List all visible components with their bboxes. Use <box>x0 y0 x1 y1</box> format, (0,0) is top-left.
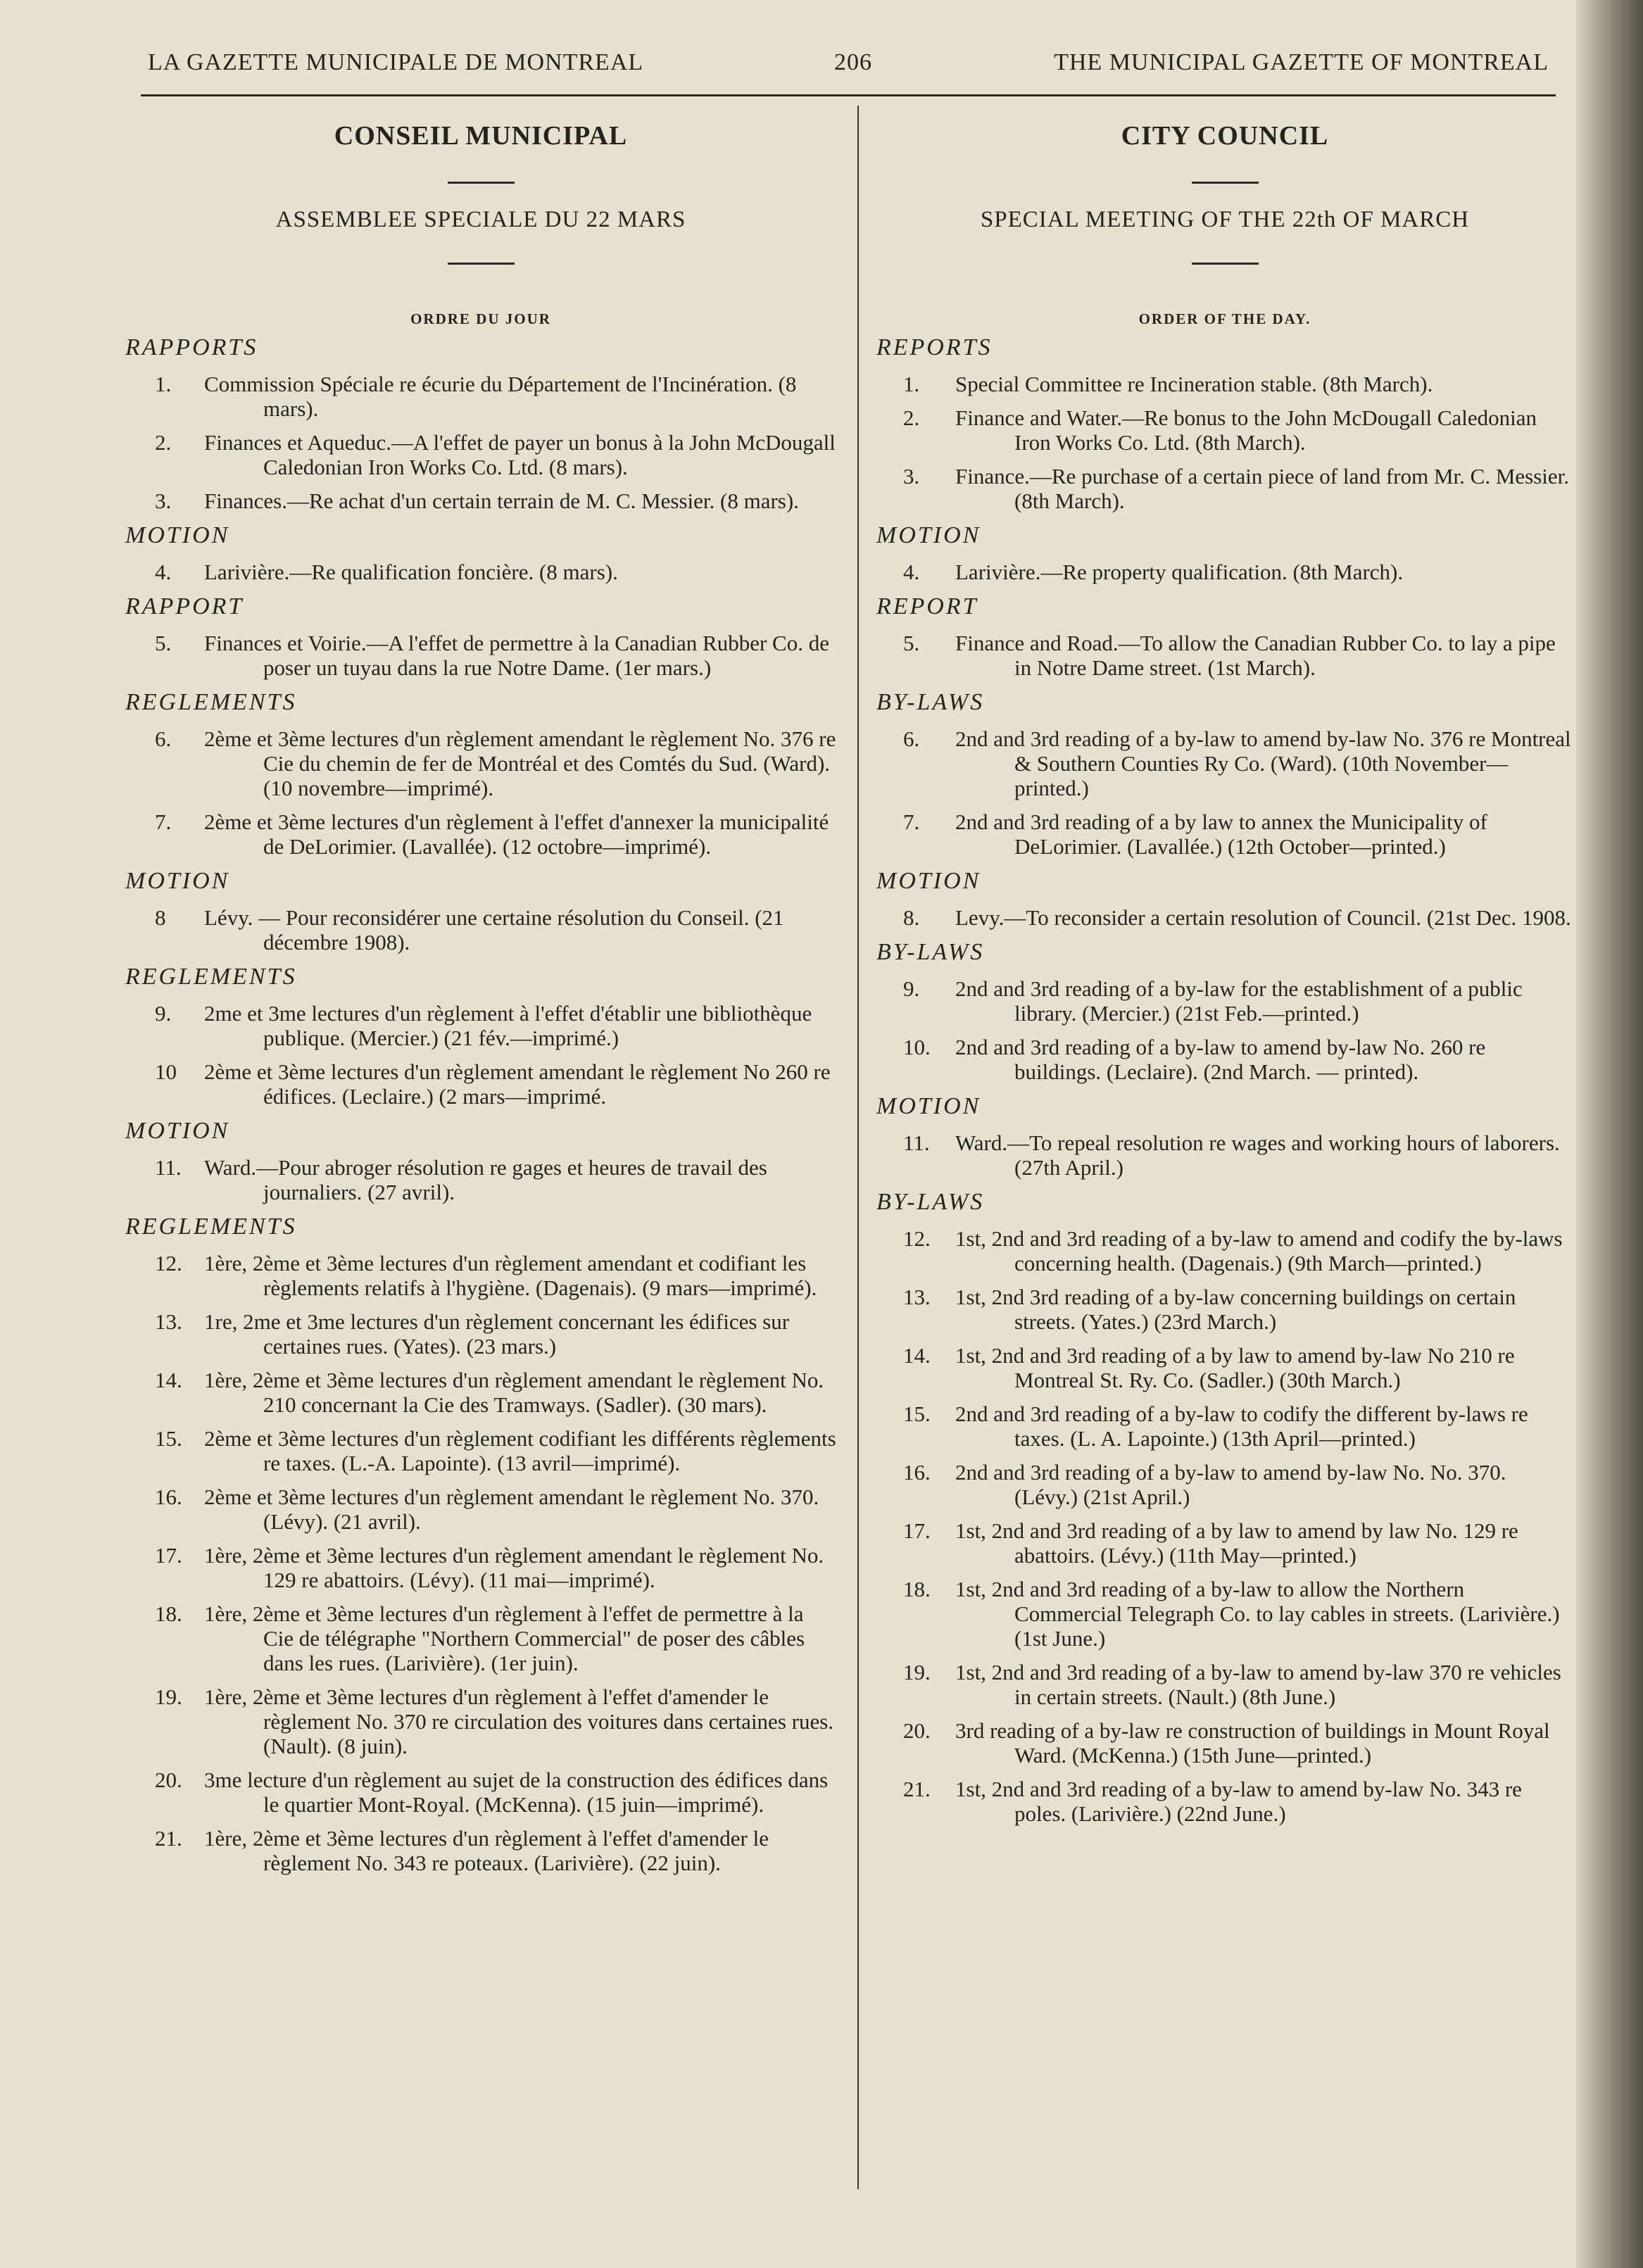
item-text: Finance.—Re purchase of a certain piece of land from Mr. C. Messier. (8th March). <box>955 464 1570 513</box>
section-heading: REGLEMENTS <box>125 964 297 990</box>
item-text: 1st, 2nd and 3rd reading of a by-law to amend by-law No. 343 re poles. (Larivière.) (22nd June.) <box>955 1777 1522 1826</box>
item-number: 12. <box>155 1251 182 1275</box>
agenda-item <box>876 976 1573 1026</box>
title-rule <box>448 182 515 184</box>
item-number: 18. <box>155 1601 182 1626</box>
agenda-item <box>125 631 836 680</box>
section-heading: BY-LAWS <box>876 689 985 715</box>
agenda-item <box>125 809 836 859</box>
item-number: 6. <box>903 726 920 751</box>
item-text: 1st, 2nd and 3rd reading of a by law to amend by-law No 210 re Montreal St. Ry. Co. (Sadler.) (30th March.) <box>955 1343 1515 1392</box>
item-text: 1st, 2nd and 3rd reading of a by law to amend by law No. 129 re abattoirs. (Lévy.) (11th May—printed.) <box>955 1518 1518 1568</box>
item-text: 1st, 2nd and 3rd reading of a by-law to allow the Northern Commercial Telegraph Co. to lay cables in streets. (Larivière.) (1st June.) <box>955 1577 1560 1651</box>
agenda-item <box>125 430 836 479</box>
agenda-item <box>876 726 1573 800</box>
agenda-item <box>125 1426 836 1475</box>
agenda-list <box>125 335 836 1875</box>
item-number: 2. <box>903 405 920 430</box>
section-heading: BY-LAWS <box>876 939 985 965</box>
agenda-item <box>876 464 1573 513</box>
item-text: 2nd and 3rd reading of a by-law to amend by-law No. 260 re buildings. (Leclaire). (2nd March. — printed). <box>955 1035 1486 1084</box>
item-text: 2nd and 3rd reading of a by-law to amend by-law No. No. 370. (Lévy.) (21st April.) <box>955 1460 1506 1509</box>
item-number: 17. <box>155 1543 182 1568</box>
item-text: Finances et Aqueduc.—A l'effet de payer un bonus à la John McDougall Caledonian Iron Works Co. Ltd. (8 mars). <box>204 430 836 479</box>
item-number: 1. <box>903 372 920 396</box>
section-heading: MOTION <box>125 1118 230 1144</box>
item-number: 11. <box>155 1155 182 1180</box>
page-number: 206 <box>834 49 872 75</box>
item-number: 1. <box>155 372 172 396</box>
item-number: 5. <box>903 631 920 655</box>
section-heading: MOTION <box>876 1093 981 1119</box>
item-number: 10. <box>903 1035 931 1059</box>
item-text: Levy.—To reconsider a certain resolution of Council. (21st Dec. 1908. <box>955 905 1571 930</box>
agenda-item <box>125 1485 836 1534</box>
item-text: Special Committee re Incineration stable. (8th March). <box>955 372 1433 396</box>
item-text: 2ème et 3ème lectures d'un règlement amendant le règlement No. 370. (Lévy). (21 avril). <box>204 1485 819 1534</box>
item-number: 12. <box>903 1226 931 1251</box>
section-heading: REPORT <box>876 593 978 619</box>
agenda-item <box>876 1518 1573 1568</box>
item-number: 19. <box>155 1684 182 1709</box>
item-number: 19. <box>903 1660 931 1684</box>
agenda-item <box>876 1660 1573 1709</box>
agenda-item <box>876 1226 1573 1275</box>
agenda-item <box>125 1543 836 1592</box>
item-text: Finance and Road.—To allow the Canadian Rubber Co. to lay a pipe in Notre Dame street. (1st March). <box>955 631 1556 680</box>
header-rule <box>141 94 1556 96</box>
agenda-item <box>876 1460 1573 1509</box>
item-number: 20. <box>903 1718 931 1743</box>
section-heading: RAPPORTS <box>125 334 258 360</box>
item-text: 2nd and 3rd reading of a by-law to amend by-law No. 376 re Montreal & Southern Counties Ry Co. (Ward). (10th November—printed.) <box>955 726 1571 800</box>
agenda-item <box>125 1001 836 1050</box>
item-text: 3me lecture d'un règlement au sujet de la construction des édifices dans le quartier Mont-Royal. (McKenna). (15 juin—imprimé). <box>204 1768 829 1817</box>
agenda-item <box>125 1059 836 1109</box>
agenda-item <box>125 1155 836 1204</box>
item-number: 13. <box>903 1285 931 1309</box>
item-text: 1ère, 2ème et 3ème lectures d'un règlement à l'effet de permettre à la Cie de télégraphe "Northern Commercial" de poser des câbles dans les rues. (Larivière). (1er juin). <box>204 1601 805 1675</box>
item-text: 2ème et 3ème lectures d'un règlement amendant le règlement No 260 re édifices. (Leclaire.) (2 mars—imprimé. <box>204 1059 831 1109</box>
english-column <box>876 120 1573 1835</box>
item-text: 2me et 3me lectures d'un règlement à l'effet d'établir une bibliothèque publique. (Mercier.) (21 fév.—imprimé.) <box>204 1001 812 1050</box>
section-heading: MOTION <box>876 522 981 548</box>
item-text: 2nd and 3rd reading of a by law to annex the Municipality of DeLorimier. (Lavallée.) (12th October—printed.) <box>955 809 1487 859</box>
item-number: 17. <box>903 1518 931 1543</box>
item-number: 4. <box>155 560 172 584</box>
agenda-item <box>876 905 1573 930</box>
item-text: 2nd and 3rd reading of a by-law to codify the different by-laws re taxes. (L. A. Lapointe.) (13th April—printed.) <box>955 1401 1528 1451</box>
agenda-item <box>876 1285 1573 1334</box>
section-heading: REPORTS <box>876 334 993 360</box>
agenda-item <box>876 372 1573 396</box>
item-text: Commission Spéciale re écurie du Département de l'Incinération. (8 mars). <box>204 372 797 421</box>
item-number: 9. <box>903 976 920 1001</box>
item-number: 16. <box>155 1485 182 1509</box>
column-subtitle: ASSEMBLEE SPECIALE DU 22 MARS <box>275 207 686 232</box>
order-heading: ORDER OF THE DAY. <box>1138 310 1311 327</box>
header-title-english: THE MUNICIPAL GAZETTE OF MONTREAL <box>1054 49 1549 75</box>
agenda-item <box>125 1309 836 1359</box>
item-text: 2nd and 3rd reading of a by-law for the establishment of a public library. (Mercier.) (21st Feb.—printed.) <box>955 976 1523 1026</box>
item-text: Lévy. — Pour reconsidérer une certaine résolution du Conseil. (21 décembre 1908). <box>204 905 784 955</box>
item-text: 1ère, 2ème et 3ème lectures d'un règlement amendant le règlement No. 129 re abattoirs. (Lévy). (11 mai—imprimé). <box>204 1543 824 1592</box>
title-rule <box>1192 182 1259 184</box>
item-text: 2ème et 3ème lectures d'un règlement amendant le règlement No. 376 re Cie du chemin de fer de Montréal et des Comtés du Sud. (Ward). (10 novembre—imprimé). <box>204 726 836 800</box>
item-text: 1st, 2nd 3rd reading of a by-law concerning buildings on certain streets. (Yates.) (23rd March.) <box>955 1285 1516 1334</box>
agenda-item <box>125 1251 836 1300</box>
agenda-item <box>125 1768 836 1817</box>
item-text: 1ère, 2ème et 3ème lectures d'un règlement amendant le règlement No. 210 concernant la Cie des Tramways. (Sadler). (30 mars). <box>204 1368 824 1417</box>
agenda-item <box>125 905 836 955</box>
item-text: Larivière.—Re qualification foncière. (8 mars). <box>204 560 618 584</box>
item-number: 15. <box>903 1401 931 1426</box>
section-heading: BY-LAWS <box>876 1189 985 1215</box>
agenda-item <box>125 1826 836 1875</box>
agenda-item <box>876 1718 1573 1768</box>
item-number: 10 <box>155 1059 177 1084</box>
subtitle-rule <box>448 263 515 265</box>
order-heading: ORDRE DU JOUR <box>410 310 551 327</box>
item-number: 6. <box>155 726 172 751</box>
agenda-item <box>876 405 1573 455</box>
item-text: 2ème et 3ème lectures d'un règlement à l'effet d'annexer la municipalité de DeLorimier. (Lavallée). (12 octobre—imprimé). <box>204 809 829 859</box>
header-title-french: LA GAZETTE MUNICIPALE DE MONTREAL <box>148 49 644 75</box>
item-text: 3rd reading of a by-law re construction of buildings in Mount Royal Ward. (McKenna.) (15th June—printed.) <box>955 1718 1550 1768</box>
section-heading: MOTION <box>876 868 981 894</box>
item-text: 1ère, 2ème et 3ème lectures d'un règlement amendant et codifiant les règlements relatifs à l'hygiène. (Dagenais). (9 mars—imprimé). <box>204 1251 817 1300</box>
item-number: 13. <box>155 1309 182 1334</box>
agenda-item <box>876 560 1573 584</box>
item-text: 1re, 2me et 3me lectures d'un règlement concernant les édifices sur certaines rues. (Yates). (23 mars.) <box>204 1309 790 1359</box>
item-text: Finances.—Re achat d'un certain terrain de M. C. Messier. (8 mars). <box>204 489 799 513</box>
section-heading: REGLEMENTS <box>125 1214 297 1240</box>
agenda-item <box>876 809 1573 859</box>
agenda-item <box>876 1130 1573 1180</box>
column-title: CITY COUNCIL <box>1121 121 1329 151</box>
column-title: CONSEIL MUNICIPAL <box>334 121 628 151</box>
agenda-item <box>125 372 836 421</box>
section-heading: MOTION <box>125 868 230 894</box>
page-edge-shadow <box>1576 0 1643 2268</box>
agenda-item <box>876 1401 1573 1451</box>
agenda-item <box>125 489 836 513</box>
item-number: 14. <box>155 1368 182 1392</box>
item-number: 8. <box>903 905 920 930</box>
agenda-item <box>125 560 836 584</box>
agenda-item <box>876 1343 1573 1392</box>
subtitle-rule <box>1192 263 1259 265</box>
item-text: 1ère, 2ème et 3ème lectures d'un règlement à l'effet d'amender le règlement No. 343 re poteaux. (Larivière). (22 juin). <box>204 1826 769 1875</box>
item-text: 2ème et 3ème lectures d'un règlement codifiant les différents règlements re taxes. (L.-A. Lapointe). (13 avril—imprimé). <box>204 1426 836 1475</box>
agenda-item <box>125 726 836 800</box>
running-head <box>148 49 1549 84</box>
agenda-item <box>876 1777 1573 1826</box>
item-number: 21. <box>903 1777 931 1801</box>
agenda-item <box>876 631 1573 680</box>
item-number: 7. <box>903 809 920 834</box>
agenda-item <box>876 1035 1573 1084</box>
item-number: 3. <box>155 489 172 513</box>
item-text: Larivière.—Re property qualification. (8th March). <box>955 560 1404 584</box>
item-text: 1st, 2nd and 3rd reading of a by-law to amend by-law 370 re vehicles in certain streets. (Nault.) (8th June.) <box>955 1660 1561 1709</box>
item-number: 2. <box>155 430 172 455</box>
item-number: 18. <box>903 1577 931 1601</box>
item-number: 3. <box>903 464 920 489</box>
item-text: Ward.—To repeal resolution re wages and working hours of laborers. (27th April.) <box>955 1130 1560 1180</box>
column-subtitle: SPECIAL MEETING OF THE 22th OF MARCH <box>980 207 1470 232</box>
item-number: 8 <box>155 905 166 930</box>
item-text: Finances et Voirie.—A l'effet de permettre à la Canadian Rubber Co. de poser un tuyau dans la rue Notre Dame. (1er mars.) <box>204 631 829 680</box>
section-heading: RAPPORT <box>125 593 244 619</box>
item-text: Finance and Water.—Re bonus to the John McDougall Caledonian Iron Works Co. Ltd. (8th March). <box>955 405 1537 455</box>
french-column <box>125 120 836 1884</box>
item-text: 1ère, 2ème et 3ème lectures d'un règlement à l'effet d'amender le règlement No. 370 re circulation des voitures dans certaines rues. (Nault). (8 juin). <box>204 1684 834 1758</box>
agenda-item <box>876 1577 1573 1651</box>
item-number: 15. <box>155 1426 182 1451</box>
agenda-item <box>125 1368 836 1417</box>
item-number: 11. <box>903 1130 930 1155</box>
item-number: 14. <box>903 1343 931 1368</box>
section-heading: MOTION <box>125 522 230 548</box>
item-number: 5. <box>155 631 172 655</box>
agenda-list <box>876 335 1573 1826</box>
item-number: 21. <box>155 1826 182 1851</box>
item-number: 16. <box>903 1460 931 1485</box>
item-text: Ward.—Pour abroger résolution re gages et heures de travail des journaliers. (27 avril). <box>204 1155 767 1204</box>
item-number: 20. <box>155 1768 182 1792</box>
column-divider <box>857 106 859 2189</box>
item-text: 1st, 2nd and 3rd reading of a by-law to amend and codify the by-laws concerning health. (Dagenais.) (9th March—printed.) <box>955 1226 1563 1275</box>
item-number: 9. <box>155 1001 172 1026</box>
item-number: 4. <box>903 560 920 584</box>
agenda-item <box>125 1601 836 1675</box>
item-number: 7. <box>155 809 172 834</box>
agenda-item <box>125 1684 836 1758</box>
section-heading: REGLEMENTS <box>125 689 297 715</box>
